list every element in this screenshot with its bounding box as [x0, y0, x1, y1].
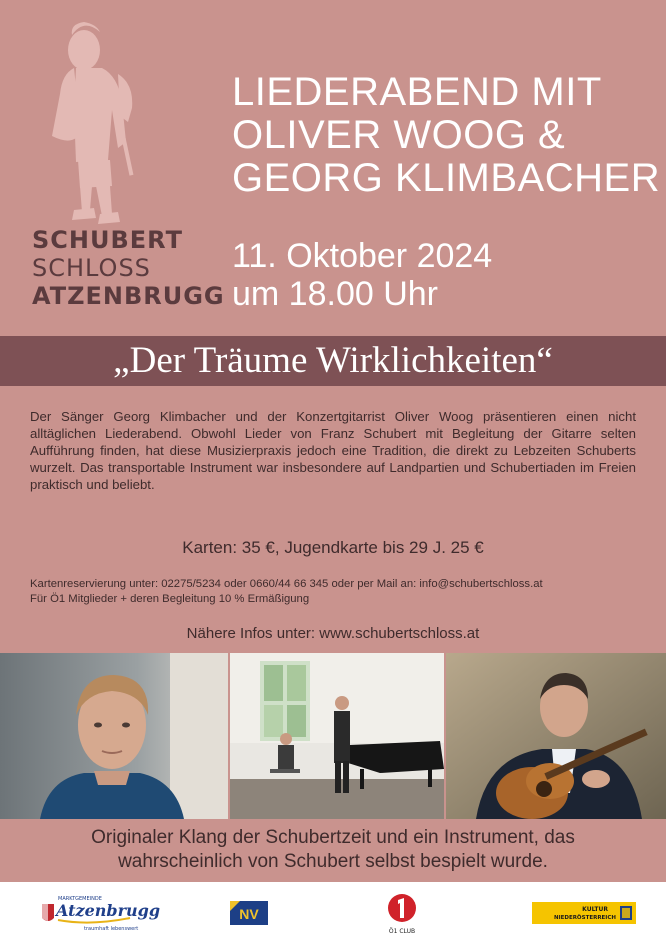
sponsor-bar [0, 882, 666, 941]
ticket-prices: Karten: 35 €, Jugendkarte bis 29 J. 25 € [182, 538, 484, 557]
guitarist-portrait-photo [446, 653, 666, 819]
closing-line-1: Originaler Klang der Schubertzeit und ein Instrument, das [91, 827, 575, 848]
logo-line-atzenbrugg: ATZENBRUGG [32, 282, 225, 310]
event-date [232, 237, 652, 313]
schubert-silhouette-logo [22, 10, 142, 235]
date-line: 11. Oktober 2024 [232, 237, 493, 275]
oe1-club-logo [380, 890, 424, 936]
photo-strip [0, 653, 666, 819]
singer-portrait-photo [0, 653, 228, 819]
concert-hall-photo [230, 653, 444, 819]
logo-line-schubert: SCHUBERT [32, 226, 183, 254]
atzenbrugg-logo [40, 890, 161, 934]
kultur-text: KULTUR [582, 906, 608, 913]
reservation-contact: Kartenreservierung unter: 02275/5234 oder 0660/44 66 345 oder per Mail an: info@schubertschloss.at [30, 578, 543, 590]
logo-line-schloss: SCHLOSS [32, 254, 151, 282]
nv-logo-text: NV [239, 906, 259, 922]
closing-line-2: wahrscheinlich von Schubert selbst bespielt wurde. [118, 851, 548, 872]
niederoesterreich-text: NIEDERÖSTERREICH [553, 915, 616, 921]
title-line-2: OLIVER WOOG & [232, 113, 566, 157]
oe1-club-text: Ö1 CLUB [388, 928, 416, 935]
atzenbrugg-sub-text: traumhaft lebenswert [84, 926, 139, 932]
website-info: Nähere Infos unter: www.schubertschloss.at [186, 625, 480, 642]
closing-statement [0, 826, 666, 874]
title-line-3: GEORG KLIMBACHER [232, 156, 661, 200]
program-title-banner: „Der Träume Wirklichkeiten“ [0, 336, 666, 386]
reservation-info [30, 577, 650, 607]
schubert-schloss-logo-text [32, 228, 225, 308]
nv-logo [230, 901, 268, 925]
event-title [232, 70, 661, 200]
atzenbrugg-name-text: Atzenbrugg [56, 901, 161, 920]
event-description: Der Sänger Georg Klimbacher und der Konzertgitarrist Oliver Woog präsentieren einen nicht alltäglichen Liederabend. Obwohl Lieder von Franz Schubert mit Begleitung der Gitarre selten Aufführung finden, hat diese Musizierpraxis jedoch eine Tradition, die direkt zu Lebzeiten Schuberts wurzelt. Das transportable Instrument war insbesondere auf Landpartien und Schubertiaden im Freien praktisch und beliebt. [30, 409, 636, 492]
kultur-niederoesterreich-logo [532, 902, 636, 924]
title-line-1: LIEDERABEND MIT [232, 70, 602, 114]
oe1-discount: Für Ö1 Mitglieder + deren Begleitung 10 % Ermäßigung [30, 593, 310, 605]
atzenbrugg-top-text: MARKTGEMEINDE [58, 896, 102, 902]
time-line: um 18.00 Uhr [232, 275, 438, 313]
